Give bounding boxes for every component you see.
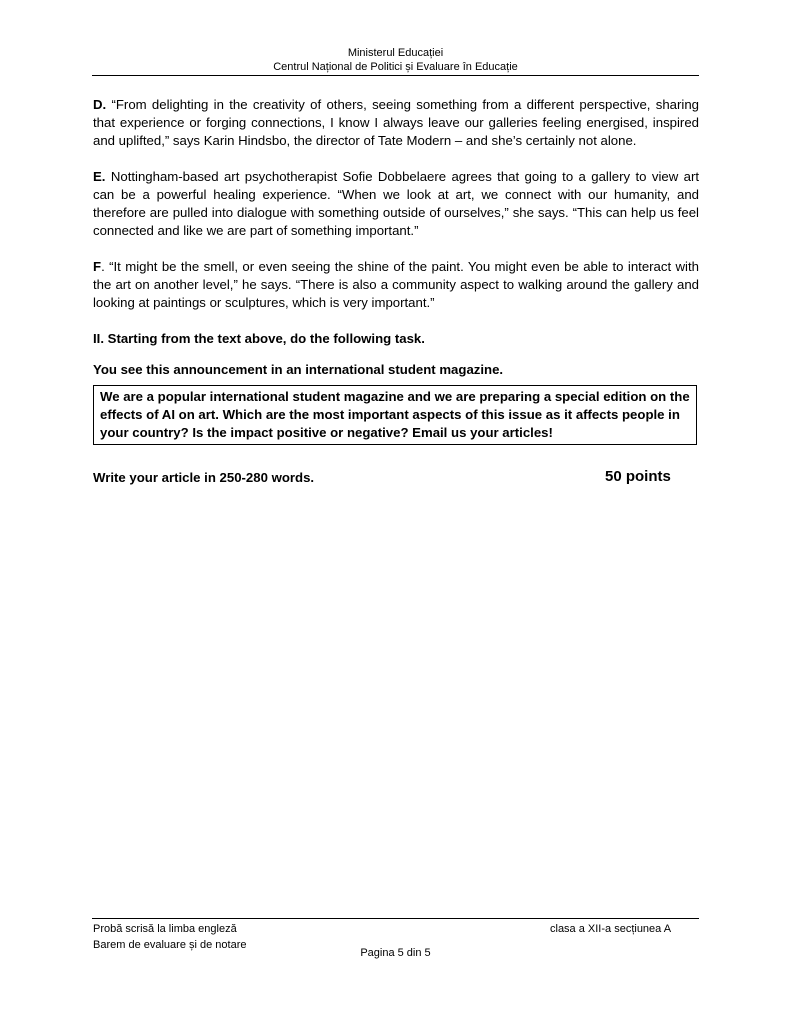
footer-exam-name: Probă scrisă la limba engleză	[93, 923, 237, 935]
paragraph-label: E.	[93, 169, 106, 184]
paragraph-text: Nottingham-based art psychotherapist Sofie Dobbelaere agrees that going to a gallery to view art can be a powerful healing experience. “When we look at art, we connect with our humanity, and therefore are pulled into dialogue with something outside of ourselves,” she says. “This can help us feel connected and like we are part of something important.”	[93, 169, 699, 238]
footer-class: clasa a XII-a secțiunea A	[550, 923, 672, 935]
header-ministry: Ministerul Educației	[347, 47, 444, 59]
header-divider	[92, 75, 699, 76]
footer-scoring: Barem de evaluare și de notare	[93, 939, 247, 951]
paragraph-text: “From delighting in the creativity of others, seeing something from a different perspective, sharing that experience or forging connections, I know I always leave our galleries feeling energised, inspired and uplifted,” says Karin Hindsbo, the director of Tate Modern – and she’s certainly not alone.	[93, 97, 699, 148]
paragraph-f	[93, 258, 699, 312]
points-value: 50 points	[605, 468, 671, 485]
paragraph-d	[93, 96, 699, 150]
task-context: You see this announcement in an international student magazine.	[93, 362, 504, 377]
footer-divider	[92, 918, 699, 919]
paragraph-e	[93, 168, 699, 240]
paragraph-text: . “It might be the smell, or even seeing the shine of the paint. You might even be able to interact with the art on another level,” he says. “There is also a community aspect to walking around the gallery and looking at paintings or sculptures, which is very important.”	[93, 259, 699, 310]
paragraph-label: F	[93, 259, 102, 274]
document-body	[93, 96, 699, 445]
announcement-box: We are a popular international student magazine and we are preparing a special edition on the effects of AI on art. Which are the most important aspects of this issue as it affects people in your country? Is the impact positive or negative? Email us your articles!	[93, 385, 697, 445]
page-number: Pagina 5 din 5	[360, 947, 431, 959]
write-instruction-row	[93, 470, 699, 485]
page-header	[0, 46, 791, 74]
paragraph-label: D.	[93, 97, 107, 112]
header-center: Centrul Național de Politici și Evaluare în Educație	[273, 61, 518, 73]
write-instruction: Write your article in 250-280 words.	[93, 470, 315, 485]
task-instruction: II. Starting from the text above, do the following task.	[93, 331, 425, 346]
